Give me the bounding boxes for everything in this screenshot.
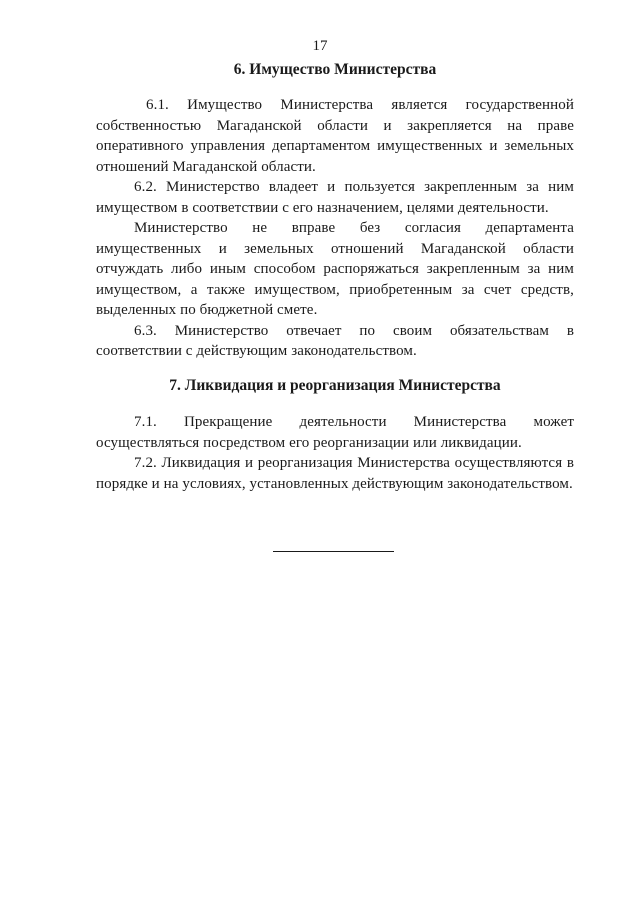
paragraph-7-1: 7.1. Прекращение деятельности Министерства может осуществляться посредством его реорганизации или ликвидации. <box>96 414 574 451</box>
paragraph-6-2-continued: Министерство не вправе без согласия департамента имущественных и земельных отношений Магаданской области отчуждать либо иным способом распоряжаться закрепленным за ним имуществом, а также имуществом, приобретенным за счет средств, выделенных по бюджетной смете. <box>96 220 574 318</box>
section-heading: 7. Ликвидация и реорганизация Министерства <box>169 377 501 394</box>
section-liquidation <box>96 376 574 494</box>
section-heading: 6. Имущество Министерства <box>233 61 437 78</box>
paragraph-6-3: 6.3. Министерство отвечает по своим обязательствам в соответствии с действующим законодательством. <box>96 322 574 359</box>
paragraph-6-1: 6.1. Имущество Министерства является государственной собственностью Магаданской области и закрепляется на праве оперативного управления департаментом имущественных и земельных отношений Магаданской области. <box>96 97 574 175</box>
closing-rule <box>273 551 394 552</box>
paragraph-7-2: 7.2. Ликвидация и реорганизация Министерства осуществляются в порядке и на условиях, установленных действующим законодательством. <box>96 455 574 492</box>
page-number: 17 <box>312 38 328 54</box>
section-property <box>96 60 574 362</box>
paragraph-6-2: 6.2. Министерство владеет и пользуется закрепленным за ним имуществом в соответствии с его назначением, целями деятельности. <box>96 179 574 216</box>
